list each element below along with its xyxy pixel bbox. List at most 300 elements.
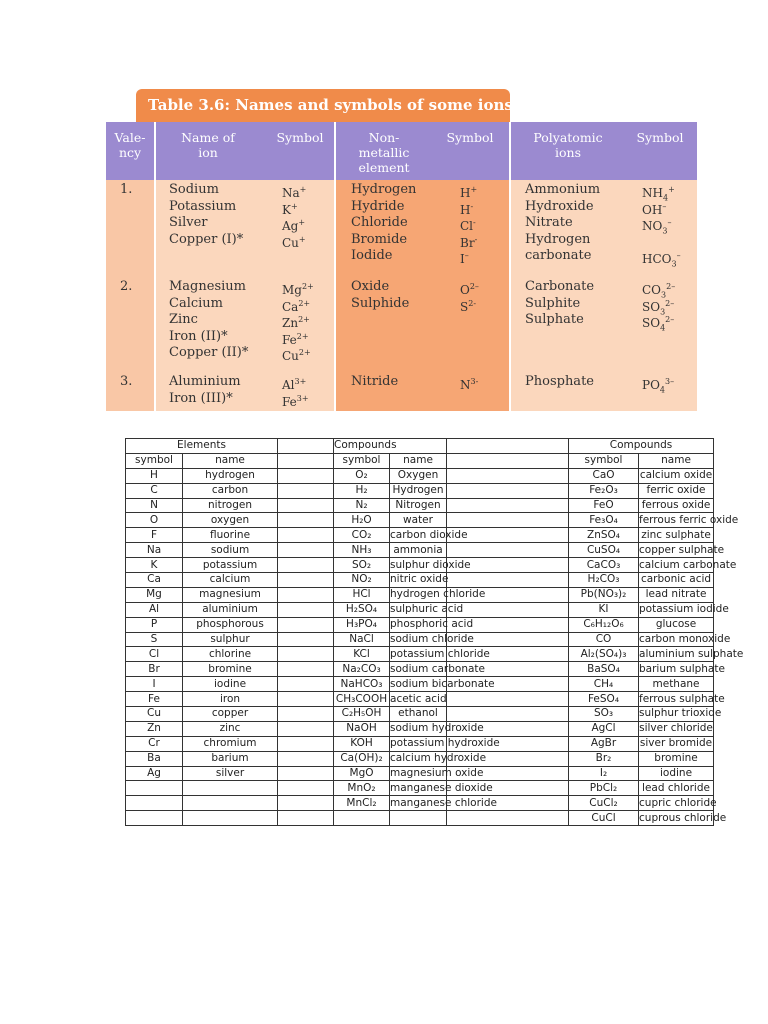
ion-symbol: $SO_4^{2-}$ — [642, 315, 675, 333]
element-name — [183, 781, 278, 796]
element-symbol: Fe — [126, 692, 183, 707]
header-valency — [108, 130, 152, 160]
blank-cell — [278, 647, 334, 662]
element-symbol: Mg — [126, 587, 183, 602]
compound-formula: SO₂ — [334, 558, 390, 573]
compound-formula: O₂ — [334, 468, 390, 483]
table-row — [126, 513, 714, 528]
compound-name: manganese dioxide — [390, 781, 493, 794]
compound-name: zinc sulphate — [639, 528, 714, 543]
metal-ion-name: Sodium — [169, 182, 219, 197]
compound-name: sodium hydroxide — [390, 722, 484, 735]
element-name: phosphorous — [183, 617, 278, 632]
table-row — [126, 736, 714, 751]
table-row — [126, 796, 714, 811]
metal-ion-name: Magnesium — [169, 279, 246, 294]
compound-formula: KOH — [334, 736, 390, 751]
ion-symbol: $NO_3^-$ — [642, 218, 672, 236]
compound-formula: NH₃ — [334, 543, 390, 558]
compound-name: ferrous oxide — [639, 498, 714, 513]
compound-name: Nitrogen — [390, 498, 447, 513]
compound-name: ammonia — [390, 543, 447, 558]
subscript: 4 — [662, 193, 669, 203]
charge: 2- — [468, 298, 477, 308]
blank-cell — [278, 483, 334, 498]
subscript: 3 — [671, 259, 677, 269]
blank-cell — [278, 811, 334, 826]
ion-symbol: $SO_3^{2-}$ — [642, 298, 675, 316]
group-header-compounds-1-text: Compounds — [334, 439, 397, 452]
compound-formula: H₂O — [334, 513, 390, 528]
ion-symbol: $Mg^{2+}$ — [282, 282, 314, 297]
elements-compounds-table — [125, 438, 744, 829]
subscript: 4 — [660, 323, 666, 333]
compound-formula: HCl — [334, 587, 390, 602]
element-symbol: F — [126, 528, 183, 543]
compound-name: sulphuric acid — [390, 603, 464, 616]
compound-formula — [334, 811, 390, 826]
header-name-of-ion — [168, 130, 248, 160]
compound-formula: CO₂ — [334, 528, 390, 543]
table-row — [126, 587, 714, 602]
compound-formula: NO₂ — [334, 573, 390, 588]
element-symbol — [126, 781, 183, 796]
blank-cell — [447, 453, 569, 468]
blank-cell — [447, 573, 569, 588]
column-divider — [334, 122, 336, 411]
blank-cell — [447, 468, 569, 483]
compound-name: calcium hydroxide — [390, 752, 487, 765]
sub-header-name: name — [390, 453, 447, 468]
element-name: oxygen — [183, 513, 278, 528]
element-symbol: N — [126, 498, 183, 513]
charge: 2+ — [298, 298, 311, 308]
blank-cell — [278, 528, 334, 543]
element-symbol: S — [126, 632, 183, 647]
element-name: chlorine — [183, 647, 278, 662]
ion-symbol: H+ — [460, 185, 478, 200]
charge: 2+ — [298, 348, 311, 357]
compound-name: copper sulphate — [639, 543, 725, 556]
table-row — [126, 707, 714, 722]
compound-formula: MnO₂ — [334, 781, 390, 796]
compound-name: lead chloride — [639, 781, 714, 796]
charge: 2– — [665, 315, 675, 324]
subscript: 4 — [659, 385, 666, 395]
compound-formula: H₂SO₄ — [334, 602, 390, 617]
ion-symbol: $PO_4^{3-}$ — [642, 377, 675, 395]
grid-body — [126, 453, 744, 825]
blank-cell — [278, 632, 334, 647]
blank-cell — [278, 587, 334, 602]
ion-symbol: $S^{2-}$ — [460, 298, 477, 314]
blank-cell — [447, 483, 569, 498]
charge: 2– — [469, 282, 479, 291]
group-header-row — [126, 439, 714, 454]
polyatomic-ion-name: carbonate — [525, 248, 592, 263]
compound-formula: CuCl₂ — [569, 796, 639, 811]
header-valency-line: Vale- — [114, 130, 146, 145]
compound-formula: CH₄ — [569, 677, 639, 692]
ion-symbol: Cu+ — [282, 234, 306, 250]
compound-formula: I₂ — [569, 766, 639, 781]
ion-symbol: Br- — [460, 234, 478, 250]
compound-name: ferrous ferric oxide — [639, 513, 739, 526]
table-row — [126, 751, 714, 766]
element-symbol — [126, 811, 183, 826]
compound-formula: CuCl — [569, 811, 639, 826]
charge: 3– — [665, 377, 675, 386]
element-name: aluminium — [183, 602, 278, 617]
charge: 2– — [666, 282, 676, 291]
compound-name: manganese chloride — [390, 796, 497, 809]
compound-name: siver bromide — [639, 737, 713, 750]
table-row — [126, 677, 714, 692]
blank-cell — [278, 662, 334, 677]
compound-formula: C₆H₁₂O₆ — [569, 617, 639, 632]
compound-name: glucose — [639, 617, 714, 632]
header-name-line: ion — [198, 145, 218, 160]
compound-formula: CO — [569, 632, 639, 647]
sub-header-name: name — [639, 453, 714, 468]
compound-name: potassium chloride — [390, 647, 490, 660]
compound-formula: Na₂CO₃ — [334, 662, 390, 677]
ion-symbol: $Zn^{2+}$ — [282, 315, 310, 330]
header-poly-line: Polyatomic — [533, 130, 603, 145]
element-name: hydrogen — [183, 468, 278, 483]
blank-cell — [278, 468, 334, 483]
ion-symbol: $N^{3-}$ — [460, 377, 479, 392]
group-header-compounds-2: Compounds — [569, 439, 714, 454]
element-name: bromine — [183, 662, 278, 677]
element-name: potassium — [183, 558, 278, 573]
nonmetal-ion-name: Chloride — [351, 215, 408, 230]
element-symbol: Cl — [126, 647, 183, 662]
blank-cell — [278, 439, 334, 454]
compound-name: acetic acid — [390, 692, 447, 705]
header-symbol-3: Symbol — [636, 130, 684, 145]
compound-name: Oxygen — [390, 468, 447, 483]
charge: + — [298, 218, 306, 227]
blank-cell — [278, 766, 334, 781]
metal-ion-name: Silver — [169, 215, 208, 230]
header-non-metallic — [344, 130, 424, 175]
element-symbol: Ba — [126, 751, 183, 766]
charge: + — [290, 201, 298, 211]
ions-table — [106, 122, 697, 411]
header-nonmetal-line: metallic — [358, 145, 410, 160]
element-name: copper — [183, 707, 278, 722]
blank-cell — [278, 558, 334, 573]
element-symbol: Al — [126, 602, 183, 617]
table-row — [126, 498, 714, 513]
element-name: fluorine — [183, 528, 278, 543]
element-name: zinc — [183, 721, 278, 736]
charge: + — [470, 185, 478, 194]
subscript: 3 — [662, 226, 668, 236]
blank-cell — [278, 677, 334, 692]
element-symbol: C — [126, 483, 183, 498]
table-row — [126, 692, 714, 707]
header-name-line: Name of — [181, 130, 235, 145]
header-symbol-2: Symbol — [446, 130, 494, 145]
element-name — [183, 811, 278, 826]
element-name: iron — [183, 692, 278, 707]
element-symbol: Cr — [126, 736, 183, 751]
table-row — [126, 573, 714, 588]
nonmetal-ion-name: Iodide — [351, 248, 393, 263]
ion-symbol: $Ca^{2+}$ — [282, 298, 311, 314]
compound-formula: SO₃ — [569, 707, 639, 722]
compound-name: calcium oxide — [639, 469, 713, 482]
blank-cell — [278, 781, 334, 796]
compound-formula: CH₃COOH — [334, 692, 390, 707]
nonmetal-ion-name: Bromide — [351, 231, 408, 247]
ion-symbol: $Al^{3+}$ — [282, 377, 307, 392]
blank-cell — [278, 498, 334, 513]
header-polyatomic — [520, 130, 616, 160]
polyatomic-ion-name: Hydrogen — [525, 231, 591, 247]
sub-header-row — [126, 453, 714, 468]
compound-name: potassium hydroxide — [390, 737, 500, 750]
compound-name: Hydrogen — [390, 483, 447, 498]
charge: – — [667, 218, 672, 227]
compound-formula: ZnSO₄ — [569, 528, 639, 543]
polyatomic-ion-name: Sulphate — [525, 312, 584, 327]
charge: – — [676, 251, 681, 260]
compound-formula: Fe₂O₃ — [569, 483, 639, 498]
ion-symbol: $O^{2-}$ — [460, 282, 479, 297]
metal-ion-name: Potassium — [169, 198, 237, 214]
charge: 3- — [470, 377, 479, 386]
table-row — [126, 617, 714, 632]
compound-name: water — [390, 513, 447, 528]
metal-ion-name: Copper (I)* — [169, 231, 244, 247]
compound-formula: AgBr — [569, 736, 639, 751]
blank-cell — [447, 439, 569, 454]
sub-header-name: name — [183, 453, 278, 468]
group-header-elements: Elements — [126, 439, 278, 454]
metal-ion-name: Iron (II)* — [169, 328, 228, 344]
charge: 3+ — [294, 377, 307, 386]
ion-symbol: $CO_3^{2-}$ — [642, 282, 676, 300]
blank-cell — [447, 498, 569, 513]
subscript: 3 — [660, 306, 666, 316]
ion-symbol: Cl- — [460, 218, 476, 233]
compound-name: aluminium sulphate — [639, 647, 744, 660]
nonmetal-ion-name: Sulphide — [351, 295, 410, 311]
element-symbol: Ca — [126, 573, 183, 588]
blank-cell — [278, 453, 334, 468]
table-row — [126, 647, 714, 662]
element-symbol: H — [126, 468, 183, 483]
compound-name: carbonic acid — [639, 573, 714, 588]
blank-cell — [278, 707, 334, 722]
compound-name — [390, 811, 447, 826]
compound-name: ferric oxide — [639, 483, 714, 498]
element-name — [183, 796, 278, 811]
compound-name: methane — [639, 677, 714, 692]
blank-cell — [278, 721, 334, 736]
polyatomic-ion-name: Sulphite — [525, 295, 581, 311]
compound-formula: MgO — [334, 766, 390, 781]
header-nonmetal-line: element — [358, 160, 410, 175]
element-symbol: Br — [126, 662, 183, 677]
table-row — [126, 721, 714, 736]
blank-cell — [447, 543, 569, 558]
group-header-compounds-1 — [334, 439, 447, 454]
blank-cell — [278, 736, 334, 751]
charge: 2+ — [296, 331, 309, 341]
element-name: sulphur — [183, 632, 278, 647]
header-poly-line: ions — [555, 145, 581, 160]
blank-cell — [447, 692, 569, 707]
charge: 2+ — [301, 282, 314, 291]
table-row — [126, 662, 714, 677]
table-row — [126, 766, 714, 781]
polyatomic-ion-name: Ammonium — [525, 182, 601, 197]
header-nonmetal-line: Non- — [368, 130, 400, 145]
charge: 3+ — [296, 393, 309, 403]
compound-formula: BaSO₄ — [569, 662, 639, 677]
compound-name: hydrogen chloride — [390, 588, 486, 601]
charge: - — [470, 201, 474, 211]
blank-cell — [278, 751, 334, 766]
nonmetal-ion-name: Nitride — [351, 374, 399, 389]
charge: + — [298, 234, 306, 244]
table-row — [126, 781, 714, 796]
compound-formula: H₂CO₃ — [569, 573, 639, 588]
element-name: barium — [183, 751, 278, 766]
element-name: sodium — [183, 543, 278, 558]
compound-formula: H₂ — [334, 483, 390, 498]
compound-formula: Ca(OH)₂ — [334, 751, 390, 766]
table-row — [126, 602, 714, 617]
table-title-tab — [136, 89, 513, 122]
nonmetal-ion-name: Hydrogen — [351, 182, 417, 197]
blank-cell — [278, 573, 334, 588]
sub-header-symbol: symbol — [569, 453, 639, 468]
compound-name: sodium carbonate — [390, 662, 485, 675]
nonmetal-ion-name: Oxide — [351, 279, 390, 294]
table-row — [126, 811, 714, 826]
charge: – — [662, 201, 667, 211]
compound-name: sulphur trioxide — [639, 707, 722, 720]
ion-symbol: Na+ — [282, 185, 307, 200]
metal-ion-name: Zinc — [169, 312, 198, 327]
compound-formula: Pb(NO₃)₂ — [569, 587, 639, 602]
charge: – — [464, 251, 469, 260]
compound-name: carbon dioxide — [390, 528, 468, 541]
table-row — [126, 483, 714, 498]
element-name: carbon — [183, 483, 278, 498]
element-name: magnesium — [183, 587, 278, 602]
element-symbol: O — [126, 513, 183, 528]
compound-name: sulphur dioxide — [390, 558, 471, 571]
charge: + — [299, 185, 307, 194]
element-symbol: I — [126, 677, 183, 692]
polyatomic-ion-name: Hydroxide — [525, 198, 594, 214]
compound-name: iodine — [639, 766, 714, 781]
blank-cell — [447, 707, 569, 722]
table-row — [126, 558, 714, 573]
metal-ion-name: Iron (III)* — [169, 390, 233, 406]
compound-formula: N₂ — [334, 498, 390, 513]
ion-symbol: $NH_4^+$ — [642, 185, 675, 203]
ion-symbol: I– — [460, 251, 469, 266]
compound-name: cupric chloride — [639, 796, 717, 809]
element-name: calcium — [183, 573, 278, 588]
element-symbol: K — [126, 558, 183, 573]
sub-header-symbol: symbol — [126, 453, 183, 468]
element-symbol: Zn — [126, 721, 183, 736]
charge: 2+ — [298, 315, 310, 324]
charge: - — [473, 218, 476, 227]
compound-name: bromine — [639, 751, 714, 766]
nonmetal-ion-name: Hydride — [351, 198, 405, 214]
table-row — [126, 528, 714, 543]
compound-formula: MnCl₂ — [334, 796, 390, 811]
compound-formula: KI — [569, 602, 639, 617]
compound-name: ethanol — [390, 707, 447, 722]
compound-formula: NaCl — [334, 632, 390, 647]
compound-name: phosphoric acid — [390, 618, 474, 631]
compound-name: sodium chloride — [390, 633, 474, 646]
compound-name: barium sulphate — [639, 662, 725, 675]
metal-ion-name: Calcium — [169, 295, 223, 311]
compound-formula: Al₂(SO₄)₃ — [569, 647, 639, 662]
column-divider — [509, 122, 511, 411]
charge: 2– — [665, 298, 675, 308]
polyatomic-ion-name: Phosphate — [525, 374, 594, 389]
ion-symbol: H- — [460, 201, 474, 217]
ion-symbol: $HCO_3^-$ — [642, 251, 681, 269]
compound-formula: NaHCO₃ — [334, 677, 390, 692]
compound-name: silver chloride — [639, 722, 713, 735]
blank-cell — [447, 602, 569, 617]
charge: + — [668, 185, 675, 194]
element-symbol: Na — [126, 543, 183, 558]
metal-ion-name: Copper (II)* — [169, 345, 249, 360]
sub-header-symbol: symbol — [334, 453, 390, 468]
blank-cell — [278, 796, 334, 811]
blank-cell — [278, 513, 334, 528]
blank-cell — [278, 543, 334, 558]
compound-formula: Br₂ — [569, 751, 639, 766]
compound-name: nitric oxide — [390, 573, 449, 586]
compound-formula: Fe₃O₄ — [569, 513, 639, 528]
compound-formula: KCl — [334, 647, 390, 662]
table-title: Table 3.6: Names and symbols of some ions — [148, 96, 513, 114]
element-name: silver — [183, 766, 278, 781]
element-symbol: P — [126, 617, 183, 632]
polyatomic-ion-name: Nitrate — [525, 215, 573, 230]
element-name: nitrogen — [183, 498, 278, 513]
compound-formula: PbCl₂ — [569, 781, 639, 796]
table-row — [126, 543, 714, 558]
element-symbol: Ag — [126, 766, 183, 781]
polyatomic-ion-name: Carbonate — [525, 279, 595, 294]
ion-symbol: $Fe^{2+}$ — [282, 331, 309, 347]
blank-cell — [447, 811, 569, 826]
blank-cell — [447, 513, 569, 528]
charge: - — [474, 234, 478, 244]
valency-value: 3. — [120, 374, 133, 389]
compound-formula: NaOH — [334, 721, 390, 736]
compound-formula: AgCl — [569, 721, 639, 736]
column-divider — [154, 122, 156, 411]
element-name: iodine — [183, 677, 278, 692]
